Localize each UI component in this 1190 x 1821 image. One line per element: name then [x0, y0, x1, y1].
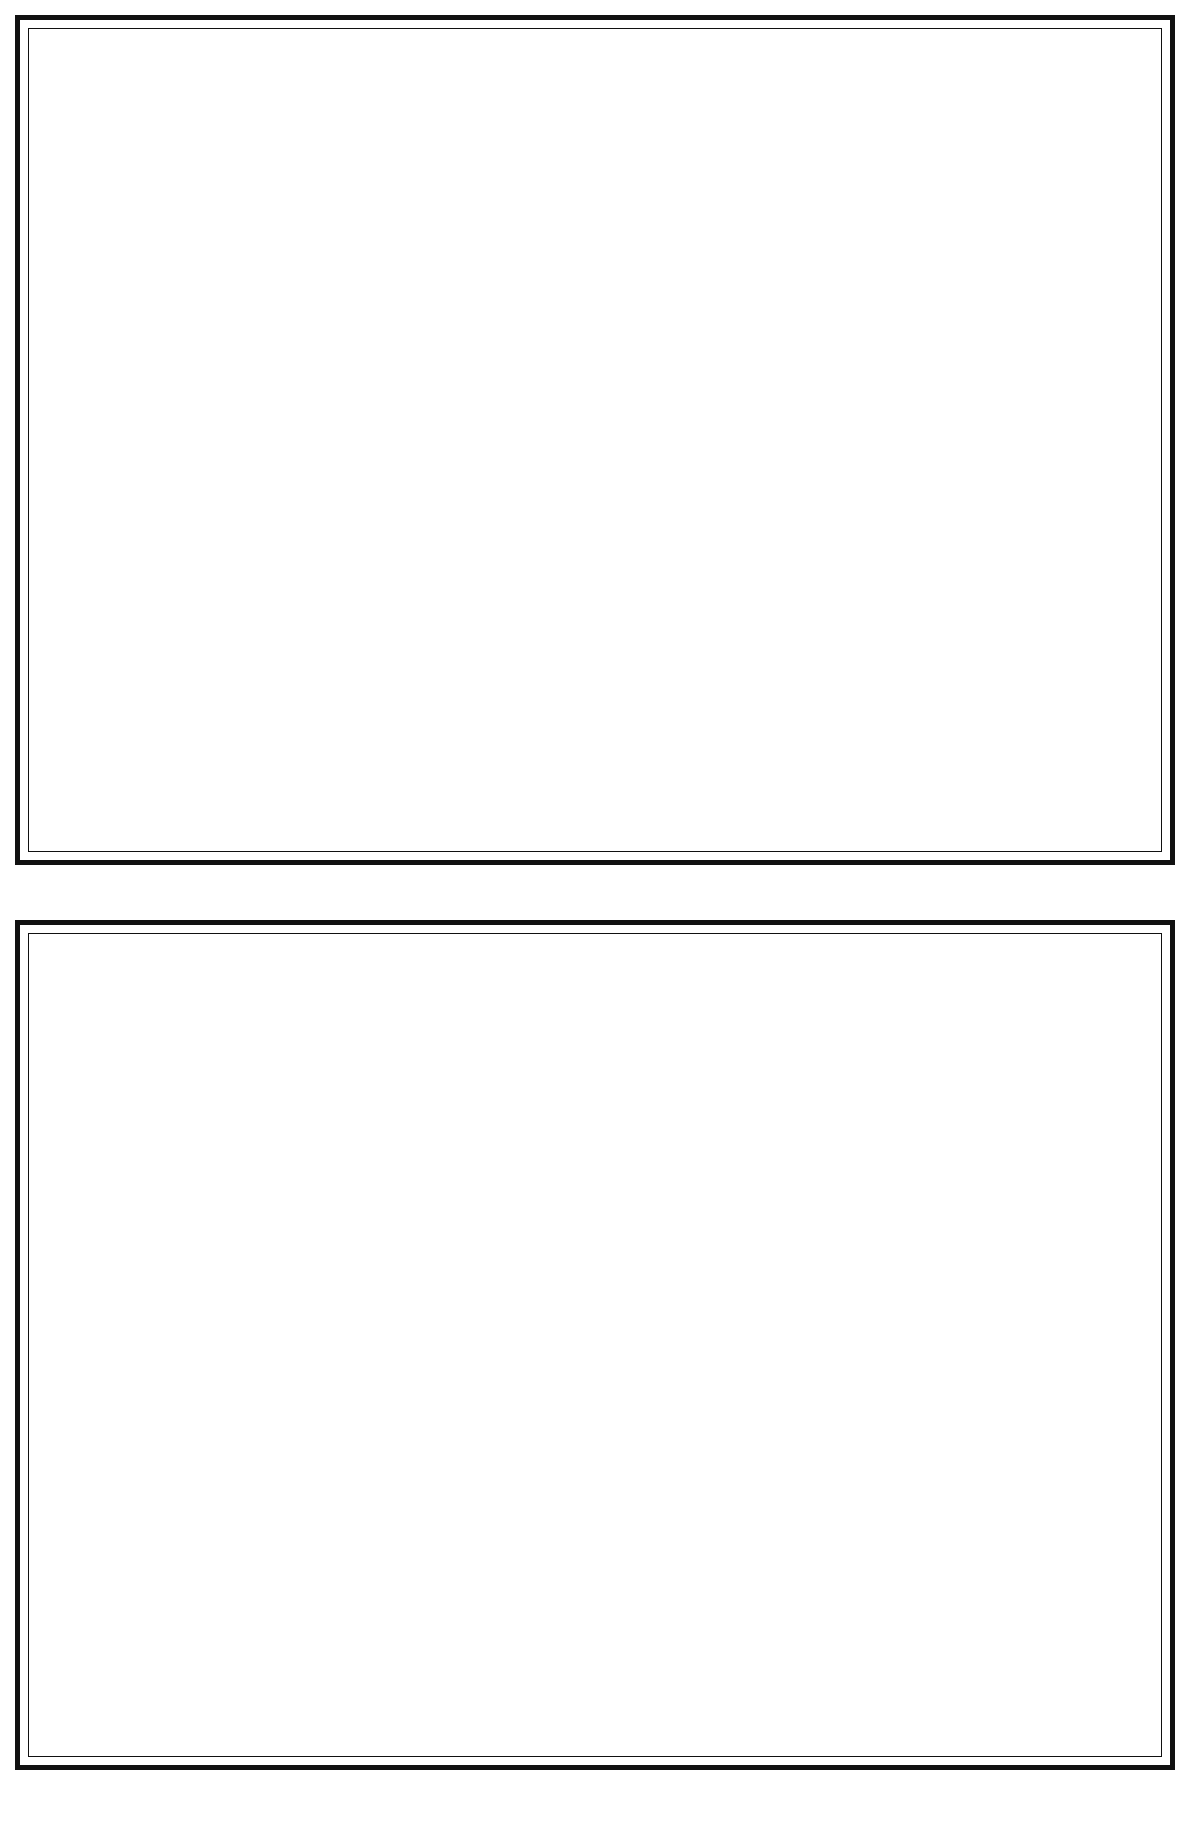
page-top	[15, 15, 1175, 865]
page-bottom	[15, 920, 1175, 1770]
page-frame	[28, 933, 1162, 1757]
page-frame	[28, 28, 1162, 852]
